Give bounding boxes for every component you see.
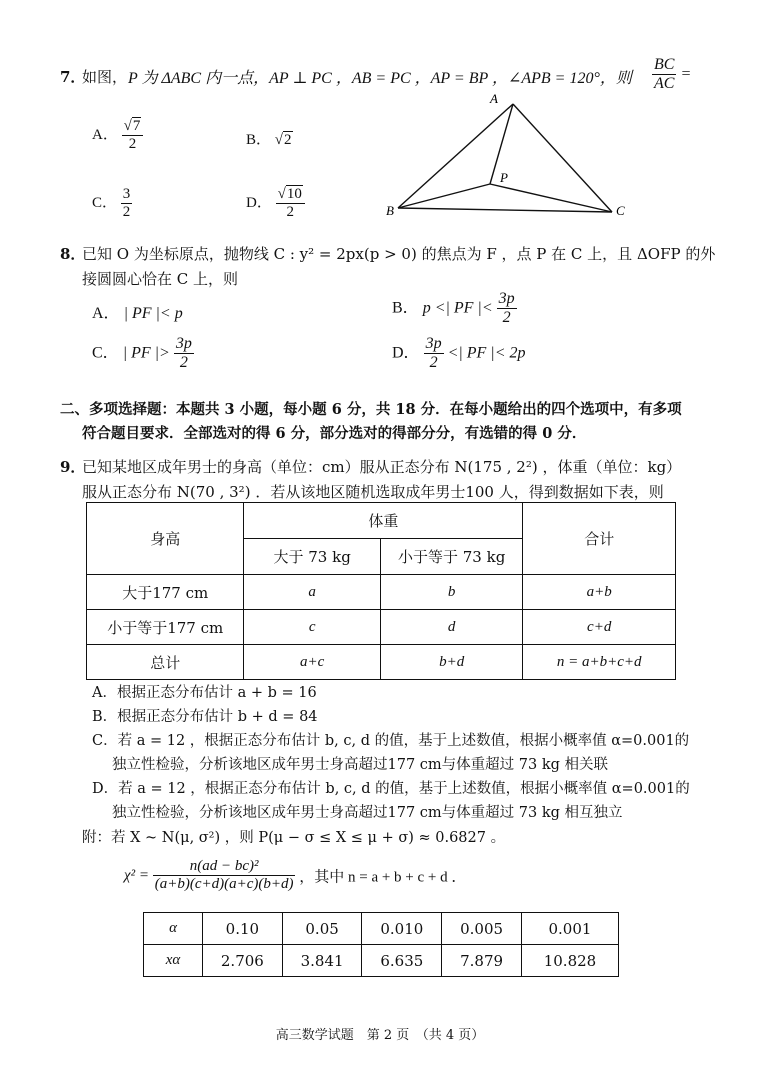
chi-tail: ，其中 n = a + b + c + d ． xyxy=(299,869,467,886)
q8-option-d-label: D． xyxy=(392,344,420,362)
q7-option-c-den: 2 xyxy=(122,204,131,221)
edge-pc xyxy=(490,184,612,212)
q7-option-d-num: 10 xyxy=(286,186,302,202)
q8-option-b-num: 3p xyxy=(497,290,517,309)
cell: 0.010 xyxy=(362,913,442,945)
cell: 7.879 xyxy=(442,945,522,977)
q7-option-b[interactable]: B． √2 xyxy=(246,132,292,148)
cell: c+d xyxy=(523,610,676,645)
q7-stem-prefix: 如图， xyxy=(82,68,128,86)
q8-option-b-text: p <| PF |< xyxy=(422,299,493,317)
q7-option-a[interactable]: A． $\frac{√7}{2}$ xyxy=(92,118,143,154)
cell: a+c xyxy=(244,645,381,680)
cell: 3.841 xyxy=(282,945,362,977)
vertex-b-label: B xyxy=(386,203,394,218)
table-row xyxy=(144,945,619,977)
cell: 0.05 xyxy=(282,913,362,945)
row-label: 小于等于177 cm xyxy=(87,610,244,645)
q7-eq: = xyxy=(680,65,692,83)
row-label: 总计 xyxy=(87,645,244,680)
q9-option-a[interactable]: A．根据正态分布估计 a + b = 16 xyxy=(92,685,317,701)
q8-option-b-label: B． xyxy=(392,299,419,317)
q8-option-a-label: A． xyxy=(92,305,120,322)
q8-option-d-num: 3p xyxy=(424,335,444,354)
cell: xα xyxy=(144,945,203,977)
q7-triangle-figure xyxy=(380,90,640,225)
chi-num: n(ad − bc)² xyxy=(153,858,296,876)
section2-line1: 二、多项选择题：本题共 3 小题，每小题 6 分，共 18 分．在每小题给出的四个选项中，有多项 xyxy=(60,401,682,418)
q7-ratio-num: BC xyxy=(652,56,676,75)
edge-ac xyxy=(513,104,612,212)
q8-line2: 接圆圆心恰在 C 上，则 xyxy=(82,270,239,288)
edge-bc xyxy=(398,208,612,212)
cell: 6.635 xyxy=(362,945,442,977)
q8-option-b[interactable] xyxy=(392,290,517,328)
row-label: 大于177 cm xyxy=(87,575,244,610)
q9-data-table xyxy=(86,502,676,680)
q8-number: 8． xyxy=(60,245,86,263)
q9-option-b[interactable]: B．根据正态分布估计 b + d = 84 xyxy=(92,709,318,725)
th-total: 合计 xyxy=(523,503,676,575)
chi-square-formula xyxy=(124,858,466,894)
th-weight: 体重 xyxy=(244,503,523,539)
q9-option-d-line1[interactable]: D．若 a = 12 ，根据正态分布估计 b, c, d 的值，基于上述数值，根据小概率值 α=0.001的 xyxy=(92,781,690,797)
cell: a xyxy=(244,575,381,610)
q7-ratio-den: AC xyxy=(654,75,675,93)
cell: 2.706 xyxy=(203,945,283,977)
q8-option-b-den: 2 xyxy=(502,309,511,327)
th-height: 身高 xyxy=(87,503,244,575)
q8-option-d[interactable] xyxy=(392,335,526,373)
critical-value-table xyxy=(143,912,619,977)
q9-option-d-line2: 独立性检验，分析该地区成年男士身高超过177 cm与体重超过 73 kg 相互独立 xyxy=(112,805,623,821)
cell: b xyxy=(380,575,522,610)
cell: 0.10 xyxy=(203,913,283,945)
q8-line1: 已知 O 为坐标原点，抛物线 C : y² = 2px(p > 0) 的焦点为 F ，点 P 在 C 上，且 ΔOFP 的外 xyxy=(82,245,716,263)
table-row xyxy=(144,913,619,945)
table-row xyxy=(87,645,676,680)
q7-option-c-label: C． xyxy=(92,195,118,212)
q7-stem: P 为 ΔABC 内一点，AP ⊥ PC ，AB = PC ，AP = BP ，∠APB = 120°，则 xyxy=(128,70,632,87)
cell: 10.828 xyxy=(521,945,618,977)
q8-option-a[interactable] xyxy=(92,300,183,323)
vertex-p-label: P xyxy=(500,170,508,185)
q7-option-a-label: A． xyxy=(92,127,118,144)
q8-option-c[interactable] xyxy=(92,335,194,373)
cell: 0.005 xyxy=(442,913,522,945)
q8-option-c-den: 2 xyxy=(179,354,188,372)
q7-option-d-den: 2 xyxy=(286,204,294,221)
q7-option-a-den: 2 xyxy=(128,136,137,153)
q9-line1: 已知某地区成年男士的身高（单位：cm）服从正态分布 N(175 , 2²) ，体重（单位：kg） xyxy=(82,458,682,476)
q8-option-c-label: C． xyxy=(92,344,119,362)
page-footer: 高三数学试题 第 2 页 （共 4 页） xyxy=(275,1028,485,1043)
q9-option-c-line1[interactable]: C．若 a = 12 ，根据正态分布估计 b, c, d 的值，基于上述数值，根据小概率值 α=0.001的 xyxy=(92,733,690,749)
q7-number: 7． xyxy=(60,68,86,86)
q7-ratio xyxy=(652,56,691,94)
cell: d xyxy=(380,610,522,645)
vertex-c-label: C xyxy=(616,203,625,218)
table-row xyxy=(87,610,676,645)
q8-option-c-text: | PF |> xyxy=(122,344,170,362)
q7-option-b-label: B． xyxy=(246,132,272,148)
vertex-a-label: A xyxy=(490,91,498,106)
q7-option-b-value: 2 xyxy=(284,132,292,148)
q7-option-c[interactable] xyxy=(92,186,132,222)
th-le73: 小于等于 73 kg xyxy=(380,539,522,575)
q7-option-a-num: 7 xyxy=(132,118,141,134)
q7-option-c-num: 3 xyxy=(121,186,133,204)
q7-option-d[interactable]: D． $\frac{√10}{2}$ xyxy=(246,186,305,222)
q7-option-d-label: D． xyxy=(246,195,272,212)
table-row xyxy=(87,575,676,610)
cell: a+b xyxy=(523,575,676,610)
q9-option-c-line2: 独立性检验，分析该地区成年男士身高超过177 cm与体重超过 73 kg 相关联 xyxy=(112,757,608,773)
q8-option-c-num: 3p xyxy=(174,335,194,354)
q9-number: 9． xyxy=(60,458,86,476)
chi-den: (a+b)(c+d)(a+c)(b+d) xyxy=(154,876,294,893)
cell: c xyxy=(244,610,381,645)
q8-option-a-text: | PF |< p xyxy=(123,305,183,322)
cell: b+d xyxy=(380,645,522,680)
th-gt73: 大于 73 kg xyxy=(244,539,381,575)
chi-lhs: χ² = xyxy=(124,867,149,884)
q9-note: 附：若 X ~ N(μ, σ²) ，则 P(μ − σ ≤ X ≤ μ + σ) ≈ 0.6827 。 xyxy=(82,830,506,846)
section2-line2: 符合题目要求．全部选对的得 6 分，部分选对的得部分分，有选错的得 0 分． xyxy=(82,425,587,442)
cell: n = a+b+c+d xyxy=(523,645,676,680)
q8-option-d-text: <| PF |< 2p xyxy=(447,344,526,362)
cell: α xyxy=(144,913,203,945)
q8-option-d-den: 2 xyxy=(429,354,438,372)
cell: 0.001 xyxy=(521,913,618,945)
q9-line2: 服从正态分布 N(70 , 3²) ．若从该地区随机选取成年男士100 人，得到数据如下表，则 xyxy=(82,483,664,501)
